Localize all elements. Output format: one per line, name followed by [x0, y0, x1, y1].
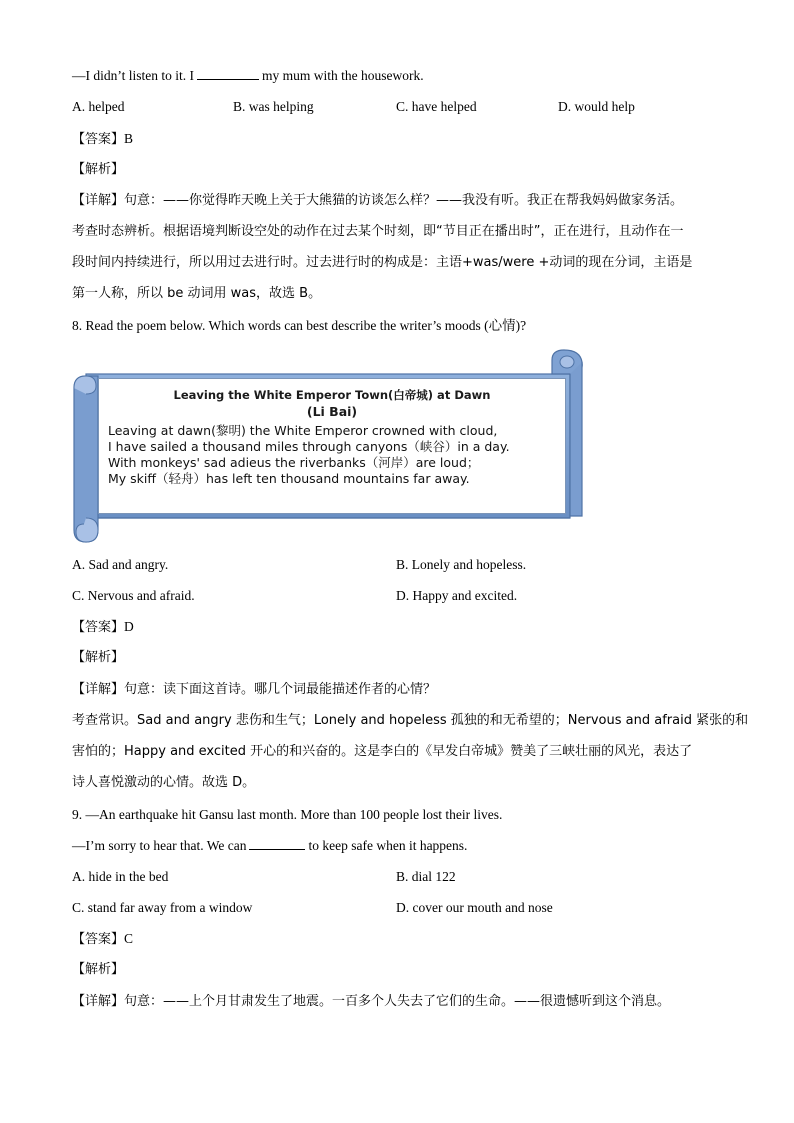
q7-detail-line: 【详解】句意：——你觉得昨天晚上关于大熊猫的访谈怎么样？——我没有听。我正在帮我妈妈做家务活。	[72, 193, 684, 208]
q9-option-b: B. dial 122	[396, 869, 456, 884]
q7-detail	[72, 185, 732, 309]
q9-dialogue-suffix: to keep safe when it happens.	[308, 838, 468, 853]
q8-answer-label: 【答案】	[72, 620, 125, 635]
q7-blank	[197, 68, 259, 80]
q7-detail-line: 段时间内持续进行，所以用过去进行时。过去进行时的构成是：主语+was/were +动词的现在分词，主语是	[72, 255, 693, 270]
q7-detail-line: 第一人称，所以 be 动词用 was，故选 B。	[72, 286, 322, 301]
q7-dialogue-suffix: my mum with the housework.	[262, 68, 424, 83]
q7-option-c: C. have helped	[396, 99, 477, 114]
q9-option-a: A. hide in the bed	[72, 869, 169, 884]
q7-option-a: A. helped	[72, 99, 125, 114]
q9-option-d: D. cover our mouth and nose	[396, 900, 553, 915]
q9-answer-label: 【答案】	[72, 932, 125, 947]
q9-detail	[72, 986, 732, 1017]
q8-analysis-label: 【解析】	[72, 650, 125, 665]
poem-box	[98, 378, 566, 514]
q9-analysis-label: 【解析】	[72, 962, 125, 977]
q7-answer-label: 【答案】	[72, 132, 125, 147]
q8-detail	[72, 674, 749, 798]
q9-stem: 9. —An earthquake hit Gansu last month. More than 100 people lost their lives.	[72, 807, 503, 822]
poem-line: Leaving at dawn(黎明) the White Emperor crowned with cloud,	[108, 423, 498, 438]
q8-stem: 8. Read the poem below. Which words can best describe the writer’s moods (心情)?	[72, 318, 527, 333]
q8-option-b: B. Lonely and hopeless.	[396, 557, 527, 572]
poem-line: I have sailed a thousand miles through canyons（峡谷）in a day.	[108, 439, 510, 454]
q9-answer-value: C	[124, 931, 134, 946]
q8-detail-line: 害怕的；Happy and excited 开心的和兴奋的。这是李白的《早发白帝城》赞美了三峡壮丽的风光，表达了	[72, 744, 693, 759]
q7-dialogue	[72, 68, 424, 84]
q8-detail-line: 考查常识。Sad and angry 悲伤和生气；Lonely and hopeless 孤独的和无希望的；Nervous and afraid 紧张的和	[72, 713, 749, 728]
q8-option-c: C. Nervous and afraid.	[72, 588, 195, 603]
q7-answer-value: B	[124, 131, 134, 146]
poem-line: With monkeys' sad adieus the riverbanks（河岸）are loud；	[108, 455, 480, 470]
q9-blank	[249, 838, 305, 850]
q7-analysis-label: 【解析】	[72, 162, 125, 177]
q7-answer	[72, 131, 133, 148]
q9-answer	[72, 931, 133, 948]
q8-answer-value: D	[124, 619, 134, 634]
q7-option-b: B. was helping	[233, 99, 314, 114]
poem-author: (Li Bai)	[306, 404, 358, 419]
q7-dialogue-prefix: —I didn’t listen to it. I	[72, 68, 194, 83]
q8-option-d: D. Happy and excited.	[396, 588, 518, 603]
poem-title: Leaving the White Emperor Town(白帝城) at Dawn	[173, 388, 491, 402]
q8-detail-line: 诗人喜悦激动的心情。故选 D。	[72, 775, 256, 790]
q7-option-d: D. would help	[558, 99, 635, 114]
q9-dialogue-prefix: —I’m sorry to hear that. We can	[72, 838, 247, 853]
q8-answer	[72, 619, 134, 636]
q9-detail-line: 【详解】句意：——上个月甘肃发生了地震。一百多个人失去了它们的生命。——很遗憾听到这个消息。	[72, 994, 671, 1009]
q7-detail-line: 考查时态辨析。根据语境判断设空处的动作在过去某个时刻，即“节目正在播出时”，正在进行，且动作在一	[72, 224, 684, 239]
q9-dialogue	[72, 838, 467, 854]
q8-option-a: A. Sad and angry.	[72, 557, 169, 572]
q9-option-c: C. stand far away from a window	[72, 900, 253, 915]
q8-detail-line: 【详解】句意：读下面这首诗。哪几个词最能描述作者的心情？	[72, 682, 437, 697]
poem-line: My skiff（轻舟）has left ten thousand mountains far away.	[108, 471, 470, 486]
